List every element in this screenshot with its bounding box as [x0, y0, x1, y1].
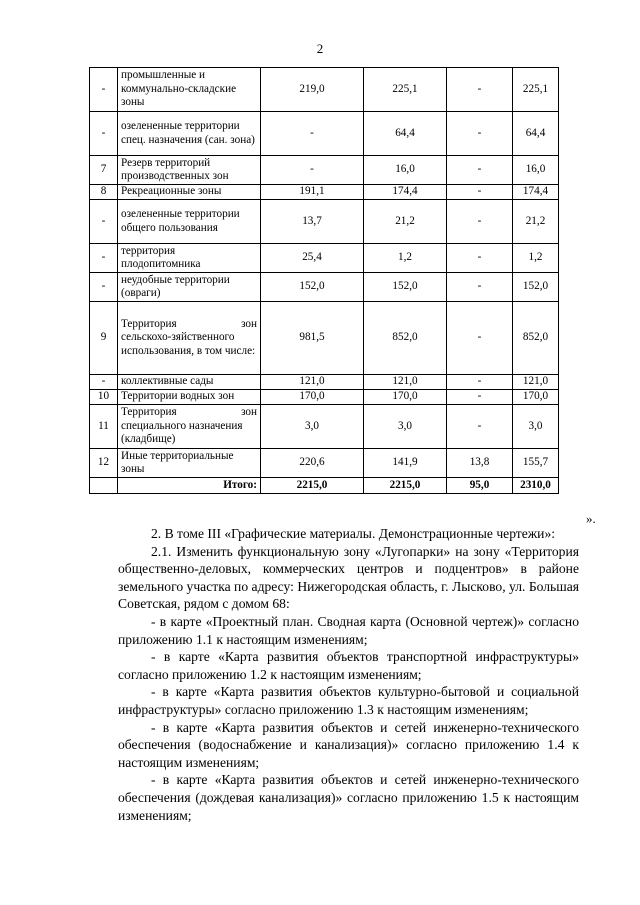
zone-name: промышленные и коммунально-складские зоны — [118, 68, 261, 112]
total-sum: 2310,0 — [513, 478, 559, 494]
row-number: 8 — [90, 185, 118, 200]
value-total: 170,0 — [513, 390, 559, 405]
value-existing: 3,0 — [261, 405, 364, 449]
table-total-row — [90, 478, 559, 494]
zone-name-rest: сельскохо-зяйственного использования, в том числе: — [121, 331, 256, 357]
zone-name: Резерв территорий производственных зон — [118, 156, 261, 185]
zone-name: неудобные территории (овраги) — [118, 273, 261, 302]
value-existing: 170,0 — [261, 390, 364, 405]
row-number: - — [90, 273, 118, 302]
row-number: - — [90, 68, 118, 112]
value-existing: - — [261, 112, 364, 156]
page-number: 2 — [316, 41, 324, 56]
row-number: - — [90, 244, 118, 273]
value-projected: 174,4 — [364, 185, 447, 200]
value-total: 16,0 — [513, 156, 559, 185]
row-number: 12 — [90, 449, 118, 478]
row-number: 9 — [90, 302, 118, 375]
value-change: - — [447, 302, 513, 375]
zone-name-word: зон — [241, 317, 257, 330]
paragraph-2-1: 2.1. Изменить функциональную зону «Лугопарки» на зону «Территория общественно-деловых, коммерческих центров и подцентров» в районе земельного участка по адресу: Нижегородская область, г. Лысково, ул. Большая Советская, рядом с домом 68: — [118, 543, 579, 612]
value-change: - — [447, 244, 513, 273]
total-projected: 2215,0 — [364, 478, 447, 494]
value-total: 21,2 — [513, 200, 559, 244]
value-projected: 152,0 — [364, 273, 447, 302]
zone-name: коллективные сады — [118, 375, 261, 390]
row-number: - — [90, 375, 118, 390]
row-number: 10 — [90, 390, 118, 405]
table-row — [90, 112, 559, 156]
value-total: 174,4 — [513, 185, 559, 200]
table-row — [90, 449, 559, 478]
value-change: 13,8 — [447, 449, 513, 478]
value-existing: 981,5 — [261, 302, 364, 375]
total-empty-cell — [90, 478, 118, 494]
zone-name: Иные территориальные зоны — [118, 449, 261, 478]
value-existing: 191,1 — [261, 185, 364, 200]
zone-name: территория плодопитомника — [118, 244, 261, 273]
table-row — [90, 68, 559, 112]
value-change: - — [447, 390, 513, 405]
zone-name: озелененные территории спец. назначения (сан. зона) — [118, 112, 261, 156]
value-projected: 141,9 — [364, 449, 447, 478]
value-total: 155,7 — [513, 449, 559, 478]
zone-name-word: Территория — [121, 406, 177, 419]
body-text — [118, 525, 579, 824]
row-number: 7 — [90, 156, 118, 185]
zone-name-word: зон — [241, 406, 257, 419]
table-row — [90, 390, 559, 405]
value-total: 152,0 — [513, 273, 559, 302]
value-change: - — [447, 200, 513, 244]
value-change: - — [447, 156, 513, 185]
value-projected: 852,0 — [364, 302, 447, 375]
value-existing: 121,0 — [261, 375, 364, 390]
total-change: 95,0 — [447, 478, 513, 494]
value-change: - — [447, 68, 513, 112]
zone-name — [118, 405, 261, 449]
value-projected: 16,0 — [364, 156, 447, 185]
value-total: 121,0 — [513, 375, 559, 390]
table-row — [90, 273, 559, 302]
land-use-table — [89, 67, 559, 494]
value-total: 64,4 — [513, 112, 559, 156]
value-existing: 13,7 — [261, 200, 364, 244]
paragraph-volume-3: 2. В томе III «Графические материалы. Демонстрационные чертежи»: — [151, 526, 556, 541]
value-total: 852,0 — [513, 302, 559, 375]
zone-name-word: Территория — [121, 317, 177, 330]
row-number: - — [90, 200, 118, 244]
paragraph-map-social: - в карте «Карта развития объектов культурно-бытовой и социальной инфраструктуры» согласно приложению 1.3 к настоящим изменениям; — [118, 684, 579, 717]
zone-name-rest: специального назначения (кладбище) — [121, 419, 243, 446]
value-change: - — [447, 185, 513, 200]
paragraph-map-water: - в карте «Карта развития объектов и сетей инженерно-технического обеспечения (водоснабжение и канализация)» согласно приложению 1.4 к настоящим изменениям; — [118, 719, 579, 770]
value-change: - — [447, 112, 513, 156]
zone-name: озелененные территории общего пользования — [118, 200, 261, 244]
table-row — [90, 185, 559, 200]
zone-name: Территории водных зон — [118, 390, 261, 405]
value-total: 1,2 — [513, 244, 559, 273]
value-existing: - — [261, 156, 364, 185]
value-existing: 220,6 — [261, 449, 364, 478]
value-change: - — [447, 273, 513, 302]
value-projected: 64,4 — [364, 112, 447, 156]
zone-name-first-line — [121, 318, 257, 332]
zone-name — [118, 302, 261, 375]
value-projected: 3,0 — [364, 405, 447, 449]
value-existing: 219,0 — [261, 68, 364, 112]
value-total: 225,1 — [513, 68, 559, 112]
value-projected: 225,1 — [364, 68, 447, 112]
value-projected: 21,2 — [364, 200, 447, 244]
row-number: 11 — [90, 405, 118, 449]
total-existing: 2215,0 — [261, 478, 364, 494]
value-existing: 25,4 — [261, 244, 364, 273]
paragraph-map-storm: - в карте «Карта развития объектов и сетей инженерно-технического обеспечения (дождевая канализация)» согласно приложению 1.5 к настоящим изменениям; — [118, 772, 579, 823]
paragraph-map-transport: - в карте «Карта развития объектов транспортной инфраструктуры» согласно приложению 1.2 к настоящим изменениям; — [118, 649, 579, 682]
value-projected: 121,0 — [364, 375, 447, 390]
row-number: - — [90, 112, 118, 156]
value-change: - — [447, 405, 513, 449]
zone-name: Рекреационные зоны — [118, 185, 261, 200]
table-row — [90, 200, 559, 244]
value-existing: 152,0 — [261, 273, 364, 302]
value-change: - — [447, 375, 513, 390]
table-row — [90, 156, 559, 185]
paragraph-map-main: - в карте «Проектный план. Сводная карта (Основной чертеж)» согласно приложению 1.1 к настоящим изменениям; — [118, 613, 579, 647]
table-row — [90, 244, 559, 273]
value-total: 3,0 — [513, 405, 559, 449]
zone-name-first-line — [121, 406, 257, 420]
table-row — [90, 375, 559, 390]
table-row — [90, 405, 559, 449]
quote-close: ». — [586, 511, 596, 526]
total-label: Итого: — [118, 478, 261, 494]
value-projected: 170,0 — [364, 390, 447, 405]
table-row — [90, 302, 559, 375]
value-projected: 1,2 — [364, 244, 447, 273]
